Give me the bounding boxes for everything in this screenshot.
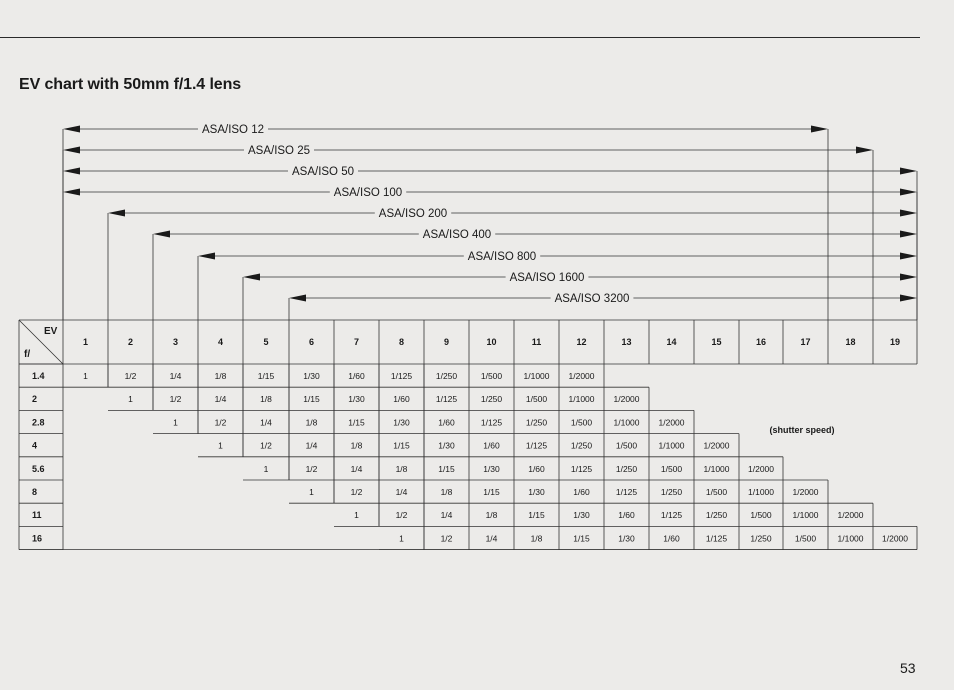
- shutter-speed-value: 1/30: [348, 394, 365, 405]
- shutter-speed-value: 1/8: [395, 463, 408, 474]
- shutter-speed-value: 1/125: [615, 487, 638, 497]
- shutter-speed-value: 1: [83, 371, 88, 381]
- shutter-speed-value: 1/15: [573, 533, 590, 544]
- shutter-speed-value: 1/2000: [658, 417, 685, 428]
- asa-arrow-head-left: [243, 274, 260, 281]
- asa-label: ASA/ISO 1600: [509, 272, 585, 284]
- shutter-speed-value: 1/2: [350, 487, 363, 497]
- page-title: EV chart with 50mm f/1.4 lens: [19, 76, 242, 93]
- ev-value: 14: [666, 337, 677, 347]
- ev-value: 7: [353, 337, 360, 347]
- ev-value: 3: [172, 337, 179, 347]
- shutter-speed-value: 1/250: [615, 463, 638, 474]
- shutter-speed-value: 1/8: [485, 510, 498, 521]
- shutter-speed-value: 1/125: [705, 533, 728, 544]
- shutter-speed-value: 1/8: [214, 371, 227, 381]
- shutter-speed-value: 1/2: [124, 371, 137, 381]
- asa-arrow-head-left: [198, 253, 215, 260]
- shutter-speed-value: 1/4: [214, 394, 227, 405]
- shutter-speed-value: 1/500: [705, 487, 728, 497]
- ev-value: 12: [576, 337, 587, 347]
- shutter-speed-value: 1/250: [525, 417, 548, 428]
- shutter-speed-value: 1/500: [750, 510, 772, 521]
- f-stop-value: 2.8: [32, 417, 45, 428]
- shutter-speed-value: 1/60: [438, 417, 455, 428]
- shutter-speed-value: 1/500: [570, 417, 593, 428]
- asa-arrow-head-left: [63, 168, 80, 175]
- shutter-speed-note: (shutter speed): [769, 425, 835, 435]
- shutter-speed-value: 1/15: [483, 487, 500, 497]
- asa-label: ASA/ISO 200: [378, 208, 448, 220]
- shutter-speed-value: 1/60: [663, 533, 680, 544]
- shutter-speed-value: 1/4: [305, 440, 318, 451]
- shutter-speed-value: 1/30: [393, 417, 410, 428]
- shutter-speed-value: 1/30: [483, 463, 500, 474]
- shutter-speed-value: 1/1000: [523, 371, 550, 381]
- ev-value: 8: [398, 337, 405, 347]
- shutter-speed-value: 1/2000: [748, 463, 774, 474]
- shutter-speed-value: 1: [173, 417, 178, 428]
- shutter-speed-value: 1/2: [169, 394, 182, 405]
- shutter-speed-value: 1/1000: [568, 394, 595, 405]
- shutter-speed-value: 1/125: [480, 417, 503, 428]
- shutter-speed-value: 1: [354, 510, 359, 521]
- ev-value: 5: [263, 337, 269, 347]
- shutter-speed-value: 1/30: [618, 533, 635, 544]
- asa-arrow-head-right: [811, 126, 828, 133]
- shutter-speed-value: 1: [399, 533, 404, 544]
- shutter-speed-value: 1/30: [573, 510, 590, 521]
- ev-value: 13: [621, 337, 632, 347]
- shutter-speed-value: 1/250: [480, 394, 503, 405]
- shutter-speed-value: 1/4: [395, 487, 408, 497]
- shutter-speed-value: 1/15: [393, 440, 410, 451]
- shutter-speed-value: 1/15: [438, 463, 455, 474]
- shutter-speed-value: 1/2000: [792, 487, 819, 497]
- shutter-speed-value: 1/1000: [748, 487, 774, 497]
- shutter-speed-value: 1: [263, 463, 269, 474]
- asa-arrow-head-right: [856, 147, 873, 154]
- asa-arrow-head-right: [900, 295, 917, 302]
- shutter-speed-value: 1/15: [528, 510, 545, 521]
- shutter-speed-value: 1/30: [303, 371, 320, 381]
- shutter-speed-value: 1/60: [393, 394, 410, 405]
- asa-arrow-head-right: [900, 231, 917, 238]
- f-stop-value: 8: [32, 487, 38, 497]
- shutter-speed-value: 1/8: [260, 394, 272, 405]
- f-stop-value: 11: [32, 510, 42, 521]
- shutter-speed-value: 1: [309, 487, 314, 497]
- ev-value: 18: [845, 337, 856, 347]
- f-stop-value: 1.4: [32, 371, 45, 381]
- shutter-speed-value: 1/4: [350, 463, 363, 474]
- shutter-speed-value: 1/2000: [703, 440, 730, 451]
- asa-label: ASA/ISO 3200: [554, 293, 630, 305]
- shutter-speed-value: 1/60: [573, 487, 590, 497]
- ev-axis-label: EV: [44, 326, 58, 337]
- shutter-speed-value: 1/1000: [792, 510, 819, 521]
- ev-value: 9: [443, 337, 450, 347]
- asa-arrow-head-right: [900, 168, 917, 175]
- shutter-speed-value: 1/4: [485, 533, 498, 544]
- page-number: 53: [900, 660, 916, 676]
- shutter-speed-value: 1/500: [480, 371, 503, 381]
- shutter-speed-value: 1/2000: [613, 394, 640, 405]
- shutter-speed-value: 1/8: [530, 533, 543, 544]
- shutter-speed-value: 1/125: [570, 463, 593, 474]
- asa-arrow-head-right: [900, 274, 917, 281]
- shutter-speed-value: 1/2000: [568, 371, 595, 381]
- f-stop-value: 2: [32, 394, 38, 405]
- f-stop-value: 5.6: [32, 463, 45, 474]
- shutter-speed-value: 1/2: [440, 533, 453, 544]
- f-stop-value: 16: [32, 533, 43, 544]
- shutter-speed-value: 1/30: [528, 487, 545, 497]
- shutter-speed-value: 1/500: [794, 533, 817, 544]
- shutter-speed-value: 1/15: [348, 417, 365, 428]
- shutter-speed-value: 1/125: [525, 440, 548, 451]
- asa-label: ASA/ISO 12: [201, 124, 265, 136]
- shutter-speed-value: 1/250: [750, 533, 772, 544]
- shutter-speed-value: 1/8: [305, 417, 318, 428]
- shutter-speed-value: 1/60: [483, 440, 500, 451]
- shutter-speed-value: 1/250: [570, 440, 593, 451]
- ev-value: 1: [82, 337, 89, 347]
- ev-value: 6: [308, 337, 315, 347]
- asa-arrow-head-right: [900, 253, 917, 260]
- asa-label: ASA/ISO 25: [247, 145, 311, 157]
- shutter-speed-value: 1/125: [435, 394, 458, 405]
- asa-label: ASA/ISO 800: [467, 251, 537, 263]
- shutter-speed-value: 1/1000: [613, 417, 640, 428]
- shutter-speed-value: 1/250: [705, 510, 728, 521]
- shutter-speed-value: 1/2: [260, 440, 272, 451]
- asa-arrow-head-right: [900, 210, 917, 217]
- shutter-speed-value: 1/60: [528, 463, 545, 474]
- asa-arrow-head-right: [900, 189, 917, 196]
- ev-value: 2: [127, 337, 134, 347]
- shutter-speed-value: 1/1000: [703, 463, 730, 474]
- ev-value: 17: [800, 337, 811, 347]
- f-stop-axis-label: f/: [24, 349, 31, 360]
- shutter-speed-value: 1/8: [350, 440, 363, 451]
- shutter-speed-value: 1/500: [525, 394, 548, 405]
- ev-value: 4: [217, 337, 224, 347]
- shutter-speed-value: 1: [128, 394, 133, 405]
- shutter-speed-value: 1/60: [618, 510, 635, 521]
- shutter-speed-value: 1/500: [660, 463, 683, 474]
- shutter-speed-value: 1/500: [615, 440, 638, 451]
- asa-arrow-head-left: [289, 295, 306, 302]
- shutter-speed-value: 1: [218, 440, 223, 451]
- ev-value: 19: [889, 337, 901, 347]
- shutter-speed-value: 1/2: [214, 417, 227, 428]
- shutter-speed-value: 1/125: [390, 371, 413, 381]
- shutter-speed-value: 1/125: [660, 510, 683, 521]
- ev-value: 10: [486, 337, 497, 347]
- asa-label: ASA/ISO 400: [422, 229, 492, 241]
- asa-arrow-head-left: [153, 231, 170, 238]
- ev-value: 15: [711, 337, 722, 347]
- shutter-speed-value: 1/4: [440, 510, 453, 521]
- ev-value: 16: [755, 337, 767, 347]
- shutter-speed-value: 1/2: [305, 463, 318, 474]
- shutter-speed-value: 1/2: [395, 510, 408, 521]
- asa-label: ASA/ISO 50: [291, 166, 355, 178]
- shutter-speed-value: 1/4: [260, 417, 272, 428]
- shutter-speed-value: 1/250: [435, 371, 458, 381]
- shutter-speed-value: 1/1000: [837, 533, 864, 544]
- asa-arrow-head-left: [108, 210, 125, 217]
- asa-label: ASA/ISO 100: [333, 187, 403, 199]
- shutter-speed-value: 1/60: [348, 371, 365, 381]
- shutter-speed-value: 1/30: [438, 440, 455, 451]
- shutter-speed-value: 1/2000: [882, 533, 908, 544]
- shutter-speed-value: 1/15: [257, 371, 275, 381]
- shutter-speed-value: 1/1000: [658, 440, 685, 451]
- asa-arrow-head-left: [63, 147, 80, 154]
- f-stop-value: 4: [32, 440, 38, 451]
- ev-value: 11: [531, 337, 542, 347]
- shutter-speed-value: 1/250: [660, 487, 683, 497]
- shutter-speed-value: 1/15: [303, 394, 320, 405]
- shutter-speed-value: 1/8: [440, 487, 453, 497]
- asa-arrow-head-left: [63, 189, 80, 196]
- shutter-speed-value: 1/2000: [837, 510, 864, 521]
- asa-arrow-head-left: [63, 126, 80, 133]
- shutter-speed-value: 1/4: [169, 371, 182, 381]
